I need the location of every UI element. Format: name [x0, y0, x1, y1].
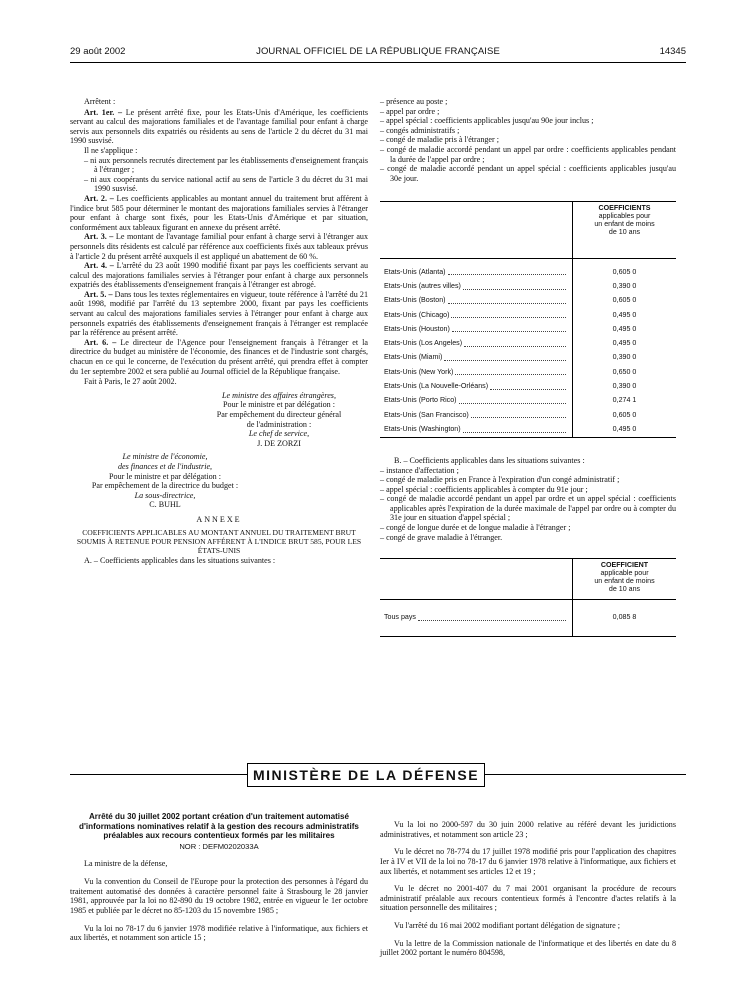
article-4-text: L'arrêté du 23 août 1990 modifié fixant par pays les coefficients servant au calcul des majorations familiales servies à l'étranger pour enfant à charge aux personnels expatriés des établissements d'enseignement français à l'étranger est abrogé. [70, 261, 368, 290]
article-2 [70, 194, 368, 232]
decree-paragraph: Vu le décret no 78-774 du 17 juillet 1978 modifié pris pour l'application des chapitres Ier à IV et VII de la loi no 78-17 du 6 janvier 1978 relative à l'informatique, aux fichiers et aux libertés, et notamment ses articles 12 et 19 ; [380, 847, 676, 876]
fait-a-paris: Fait à Paris, le 27 août 2002. [84, 377, 177, 387]
coefficient-value: 0,605 0 [612, 296, 637, 305]
decree-paragraph: Vu l'arrêté du 16 mai 2002 modifiant portant délégation de signature ; [394, 921, 620, 931]
city-name: Etats-Unis (Porto Rico) [384, 396, 457, 405]
sig2-line-3: Par empêchement de la directrice du budget : [91, 481, 239, 491]
decree-paragraph: Vu la loi no 78-17 du 6 janvier 1978 modifiée relative à l'informatique, aux fichiers et aux libertés, et notamment son article 15 ; [70, 923, 368, 943]
sig2-line-1: des finances et de l'industrie, [117, 461, 213, 471]
signature-block-1 [190, 391, 368, 449]
coefficients-table-b [380, 558, 676, 637]
table-row [380, 380, 676, 394]
article-6-label: Art. 6. – [84, 337, 117, 347]
list-b-item: – appel spécial : coefficients applicables à compter du 91e jour ; [380, 484, 588, 494]
decree-paragraph: Vu la loi no 2000-597 du 30 juin 2000 relative au référé devant les juridictions administratives, et notamment son article 23 ; [380, 820, 676, 839]
article-5-label: Art. 5. – [84, 289, 113, 299]
table-row [380, 294, 676, 308]
coefficient-value: 0,390 0 [612, 281, 637, 290]
decree-nor: NOR : DEFM0202033A [179, 841, 259, 851]
list-b-item: – congé de longue durée et de longue maladie à l'étranger ; [380, 523, 571, 533]
table-a-header-line: COEFFICIENTS [598, 204, 651, 213]
arretent: Arrêtent : [84, 97, 116, 106]
annexe-heading: ANNEXE [196, 514, 242, 524]
table-row [380, 308, 676, 322]
sig2-line-0: Le ministre de l'économie, [122, 452, 208, 462]
table-b-row [380, 600, 676, 637]
table-a-body [380, 259, 676, 438]
ministry-heading-box [247, 763, 485, 787]
article-2-text: Les coefficients applicables au montant annuel du traitement brut afférent à l'indice brut 585 pour déterminer le montant des majorations familiales servies à l'étranger pour enfant à charge sont fixés, pour les Etats-Unis d'Amérique et par situation, conformément aux tableaux figurant en annexe du présent arrêté. [70, 193, 368, 232]
article-3 [70, 232, 368, 261]
article-1-text: Le présent arrêté fixe, pour les Etats-Unis d'Amérique, les coefficients servant au calcul des majorations familiales et de l'avantage familial pour enfant à charge servis aux personnels dits expatriés ou résidents au sens de l'article 2 du décret du 31 mai 1990 susvisé. [70, 107, 368, 146]
table-row [380, 259, 676, 280]
table-row [380, 408, 676, 422]
table-b-header-line: applicable pour [600, 569, 649, 578]
coefficient-value: 0,605 0 [612, 410, 637, 419]
decree-paragraph: Vu la lettre de la Commission nationale de l'informatique et des libertés en date du 8 juillet 2002 portant le numéro 804598, [380, 938, 676, 958]
left-column [70, 97, 368, 565]
city-name: Etats-Unis (New York) [384, 367, 454, 376]
header-page-number: 14345 [659, 46, 686, 57]
article-3-text: Le montant de l'avantage familial pour enfant à charge servi à l'étranger aux personnels dits résidents est calculé par référence aux coefficients fixés aux tableaux prévus à l'article 2 du présent arrêté auxquels il est appliqué un abattement de 60 %. [70, 232, 368, 261]
table-row [380, 423, 676, 438]
city-name: Etats-Unis (Washington) [384, 424, 461, 433]
list-a-item: – congé de maladie accordé pendant un appel spécial : coefficients applicables jusqu'au 30e jour. [380, 164, 676, 183]
coefficient-value: 0,605 0 [612, 267, 637, 276]
article-6-text: Le directeur de l'Agence pour l'enseignement français à l'étranger et la directrice du budget au ministère de l'économie, des finances et de l'industrie sont chargés, chacun en ce qui le concerne, de l'exécution du présent arrêté, qui prendra effet à compter du 1er septembre 2002 et sera publié au Journal officiel de la République française. [70, 337, 368, 376]
city-name: Etats-Unis (San Francisco) [384, 410, 469, 419]
header-rule [70, 62, 686, 63]
table-row [380, 394, 676, 408]
right-column [380, 97, 676, 637]
ne-s-applique: Il ne s'applique : [84, 145, 138, 155]
article-4 [70, 261, 368, 290]
sig2-line-2: Pour le ministre et par délégation : [109, 471, 221, 481]
city-name: Etats-Unis (Miami) [384, 353, 443, 362]
exclusion-2: – ni aux coopérants du service national actif au sens de l'article 3 du décret du 31 mai 1990 susvisé. [84, 174, 368, 194]
decree-paragraph: La ministre de la défense, [84, 859, 168, 869]
list-b-item: – congé de maladie accordé pendant un appel par ordre et un appel spécial : coefficients applicables après l'expiration de la durée maximale de l'appel par ordre ou à compter du 31e jour en situation d'appel spécial ; [380, 494, 676, 523]
table-b-header-line: un enfant de moins [594, 577, 655, 586]
decree-paragraph: Vu le décret no 2001-407 du 7 mai 2001 organisant la procédure de recours administratif préalable aux recours contentieux formés à l'encontre d'actes relatifs à la situation personnelle des militaires ; [380, 884, 676, 913]
section-a-heading: A. – Coefficients applicables dans les situations suivantes : [84, 555, 276, 565]
sig1-line-0: Le ministre des affaires étrangères, [222, 390, 336, 400]
coefficient-value: 0,390 0 [612, 353, 637, 362]
sig1-line-5: J. DE ZORZI [257, 438, 301, 448]
article-5 [70, 290, 368, 338]
signature-block-2 [70, 452, 260, 510]
article-2-label: Art. 2. – [84, 193, 114, 203]
coefficient-value: 0,495 0 [612, 424, 637, 433]
article-4-label: Art. 4. – [84, 261, 114, 271]
table-b-header [573, 559, 677, 600]
article-1-label: Art. 1er. – [84, 107, 123, 117]
sig2-line-4: La sous-directrice, [134, 490, 196, 500]
table-a-header [573, 202, 677, 259]
list-a-item: – congé de maladie pris à l'étranger ; [380, 135, 499, 145]
list-a-item: – présence au poste ; [380, 97, 448, 106]
city-name: Etats-Unis (Atlanta) [384, 267, 446, 276]
list-b-item: – congé de maladie pris en France à l'expiration d'un congé administratif ; [380, 475, 620, 485]
sig1-line-1: Pour le ministre et par délégation : [223, 400, 335, 410]
ministry-heading: MINISTÈRE DE LA DÉFENSE [252, 767, 480, 783]
list-a-item: – congés administratifs ; [380, 125, 460, 135]
table-row [380, 280, 676, 294]
decree-right-column [380, 812, 676, 966]
table-b-header-line: COEFFICIENT [600, 561, 649, 570]
header-journal-title: JOURNAL OFFICIEL DE LA RÉPUBLIQUE FRANÇAISE [256, 46, 500, 57]
table-b-header-line: de 10 ans [608, 585, 641, 594]
coefficient-value: 0,390 0 [612, 382, 637, 391]
sig1-line-4: Le chef de service, [248, 429, 310, 439]
table-a-header-line: applicables pour [598, 212, 651, 221]
sig1-line-3: de l'administration : [246, 419, 312, 429]
list-a-item: – congé de maladie accordé pendant un appel par ordre : coefficients applicables pendant la durée de l'appel par ordre ; [380, 144, 676, 164]
table-b-header-row [380, 559, 676, 600]
header-date: 29 août 2002 [70, 46, 126, 57]
article-3-label: Art. 3. – [84, 232, 114, 242]
list-a-item: – appel par ordre ; [380, 106, 440, 116]
sig1-line-2: Par empêchement du directeur général [216, 410, 342, 419]
list-b-item: – congé de grave maladie à l'étranger. [380, 532, 503, 542]
city-name: Etats-Unis (Los Angeles) [384, 339, 463, 348]
decree-paragraph: Vu la convention du Conseil de l'Europe pour la protection des personnes à l'égard du traitement automatisé des données à caractère personnel faite à Strasbourg le 28 janvier 1981, approuvée par la loi no 82-890 du 19 octobre 1982, entrée en vigueur le 1er octobre 1985 et publiée par le décret no 85-1203 du 15 novembre 1985 ; [70, 877, 368, 915]
table-row [380, 323, 676, 337]
table-row [380, 365, 676, 379]
city-name: Etats-Unis (autres villes) [384, 281, 461, 290]
city-name: Etats-Unis (Houston) [384, 324, 450, 333]
decree-left-column [70, 812, 368, 951]
list-a-item: – appel spécial : coefficients applicables jusqu'au 90e jour inclus ; [380, 116, 594, 126]
city-name: Etats-Unis (Boston) [384, 296, 446, 305]
table-row [380, 337, 676, 351]
table-b-value: 0,085 8 [612, 613, 637, 622]
table-a-header-line: un enfant de moins [594, 220, 655, 229]
city-name: Etats-Unis (Chicago) [384, 310, 450, 319]
section-b-heading: B. – Coefficients applicables dans les situations suivantes : [394, 455, 585, 465]
coefficient-value: 0,274 1 [612, 396, 637, 405]
annexe-title: COEFFICIENTS APPLICABLES AU MONTANT ANNUEL DU TRAITEMENT BRUT SOUMIS À RETENUE POUR PENSION AFFÉRENT À L'INDICE BRUT 585, POUR LES ÉTATS-UNIS [76, 527, 362, 555]
decree-title: Arrêté du 30 juillet 2002 portant création d'un traitement automatisé d'informations nominatives relatif à la gestion des recours administratifs préalables aux recours contentieux formés par les militaires [79, 812, 359, 841]
coefficient-value: 0,495 0 [612, 310, 637, 319]
exclusion-1: – ni aux personnels recrutés directement par les établissements d'enseignement français à l'étranger ; [84, 155, 368, 175]
table-b-label: Tous pays [384, 613, 416, 622]
list-b-item: – instance d'affectation ; [380, 465, 459, 475]
article-1 [70, 108, 368, 146]
page-header [70, 46, 686, 60]
coefficient-value: 0,650 0 [612, 367, 637, 376]
coefficients-table-a [380, 201, 676, 438]
article-5-text: Dans tous les textes réglementaires en vigueur, toute référence à l'arrêté du 21 août 1998, modifié par l'arrêté du 13 septembre 2000, fixant par pays les coefficients servant au calcul des majorations familiales servies à l'étranger pour enfant à charge aux personnels expatriés des établissements d'enseignement français à l'étranger est remplacée par la référence au présent arrêté. [70, 289, 368, 338]
table-a-header-line: de 10 ans [608, 228, 641, 237]
coefficient-value: 0,495 0 [612, 339, 637, 348]
table-row [380, 351, 676, 365]
city-name: Etats-Unis (La Nouvelle-Orléans) [384, 382, 489, 391]
sig2-line-5: C. BUHL [149, 500, 181, 510]
table-a-header-row [380, 202, 676, 259]
coefficient-value: 0,495 0 [612, 324, 637, 333]
article-6 [70, 338, 368, 376]
